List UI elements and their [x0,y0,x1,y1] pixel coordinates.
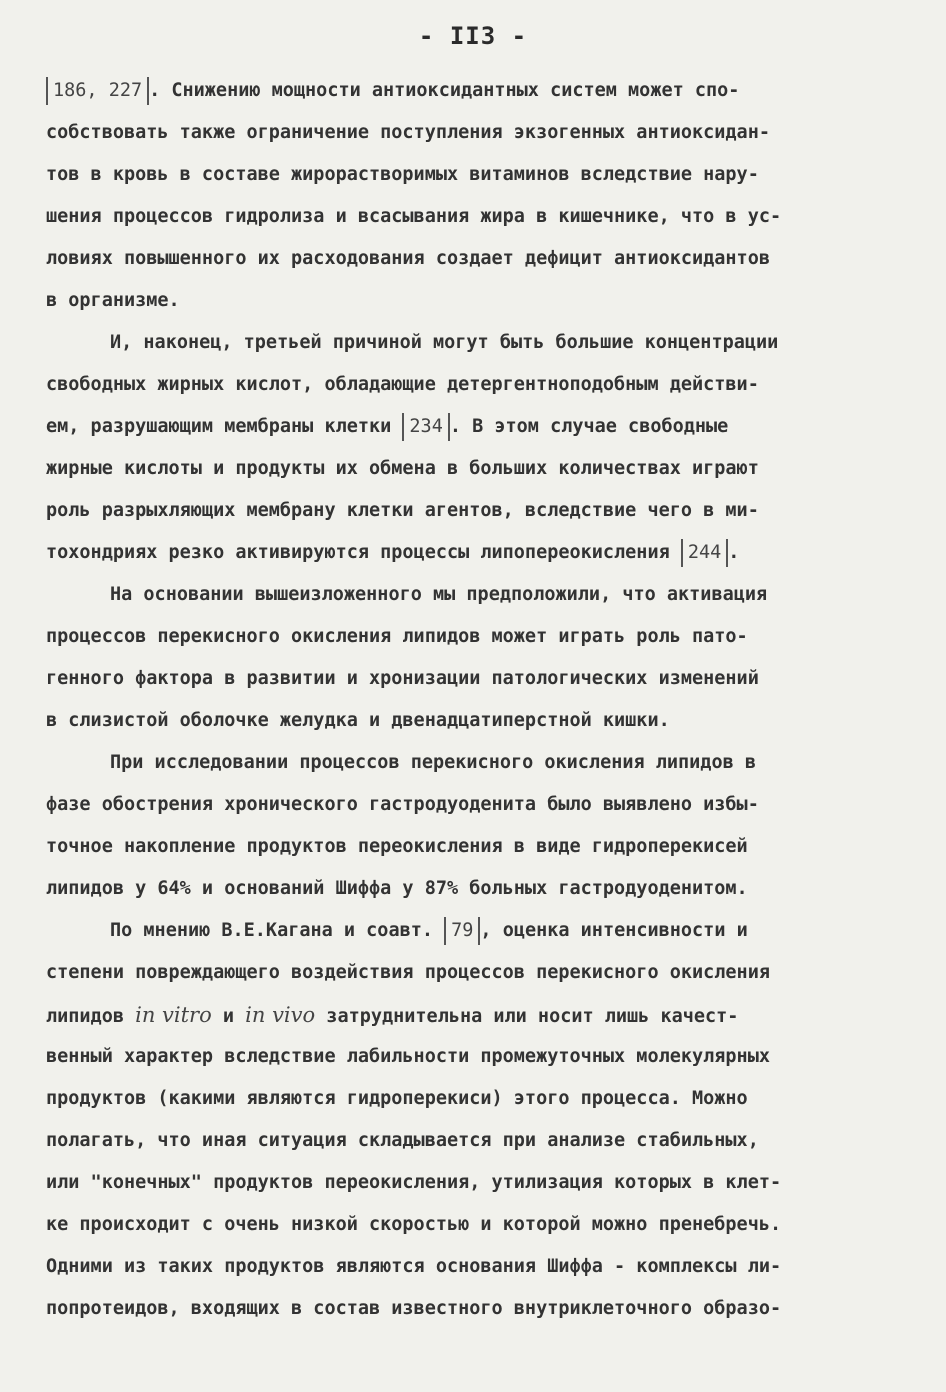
line-text: затруднительна или носит лишь качест- [315,1006,739,1027]
line-text: свободных жирных кислот, обладающие детергентноподобным действи- [46,374,759,395]
line-text: ке происходит с очень низкой скоростью и которой можно пренебречь. [46,1214,782,1235]
handwritten-term: in vitro [135,1003,212,1027]
handwritten-term: in vivo [245,1003,316,1027]
line-text: Одними из таких продуктов являются основания Шиффа - комплексы ли- [46,1256,782,1277]
text-line [46,112,896,154]
text-line [46,154,896,196]
line-text: попротеидов, входящих в состав известного внутриклеточного образо- [46,1298,782,1319]
text-line [46,406,896,448]
text-line [46,196,896,238]
line-text: . [728,542,740,563]
text-line [46,322,896,364]
line-text: ловиях повышенного их расходования создает дефицит антиоксидантов [46,248,770,269]
line-text: фазе обострения хронического гастродуоденита было выявлено избы- [46,794,759,815]
line-text: тов в кровь в составе жирорастворимых витаминов вследствие нару- [46,164,759,185]
citation-reference: 79 [444,917,480,945]
text-line [46,532,896,574]
line-text: По мнению В.Е.Кагана и соавт. [110,920,445,941]
text-line [46,616,896,658]
body-text [46,70,896,1330]
line-text: продуктов (какими являются гидроперекиси) этого процесса. Можно [46,1088,748,1109]
text-line [46,1120,896,1162]
text-line [46,1162,896,1204]
line-text: в организме. [46,290,180,311]
text-line [46,1204,896,1246]
line-text: При исследовании процессов перекисного окисления липидов в [110,752,757,773]
line-text: , оценка интенсивности и [480,920,748,941]
line-text: степени повреждающего воздействия процессов перекисного окисления [46,962,770,983]
line-text: процессов перекисного окисления липидов может играть роль пато- [46,626,748,647]
line-text: собствовать также ограничение поступления экзогенных антиоксидан- [46,122,770,143]
citation-reference: 244 [681,539,728,567]
line-text: венный характер вследствие лабильности промежуточных молекулярных [46,1046,770,1067]
line-text: жирные кислоты и продукты их обмена в больших количествах играют [46,458,759,479]
page-number: - II3 - [418,22,528,50]
text-line [46,868,896,910]
text-line [46,364,896,406]
line-text: липидов у 64% и оснований Шиффа у 87% больных гастродуоденитом. [46,878,748,899]
text-line [46,784,896,826]
text-line [46,1288,896,1330]
text-line [46,1036,896,1078]
line-text: или "конечных" продуктов переокисления, утилизация которых в клет- [46,1172,782,1193]
line-text: И, наконец, третьей причиной могут быть большие концентрации [110,332,779,353]
line-text: роль разрыхляющих мембрану клетки агентов, вследствие чего в ми- [46,500,759,521]
text-line [46,70,896,112]
text-line [46,910,896,952]
citation-reference: 186, 227 [46,77,149,105]
line-text: в слизистой оболочке желудка и двенадцатиперстной кишки. [46,710,670,731]
line-text: липидов [46,1006,136,1027]
line-text: . В этом случае свободные [449,416,729,437]
citation-reference: 234 [402,413,449,441]
line-text: . Снижению мощности антиоксидантных систем может спо- [149,80,740,101]
text-line [46,490,896,532]
text-line [46,952,896,994]
text-line [46,742,896,784]
line-text: полагать, что иная ситуация складывается при анализе стабильных, [46,1130,759,1151]
line-text: На основании вышеизложенного мы предположили, что активация [110,584,768,605]
text-line [46,658,896,700]
line-text: генного фактора в развитии и хронизации патологических изменений [46,668,759,689]
text-line [46,238,896,280]
text-line [46,1078,896,1120]
line-text: шения процессов гидролиза и всасывания жира в кишечнике, что в ус- [46,206,782,227]
text-line [46,448,896,490]
text-line [46,994,896,1036]
line-text: ем, разрушающим мембраны клетки [46,416,403,437]
line-text: тохондриях резко активируются процессы липопереокисления [46,542,681,563]
line-text: точное накопление продуктов переокисления в виде гидроперекисей [46,836,748,857]
line-text: и [211,1006,246,1027]
text-line [46,1246,896,1288]
text-line [46,826,896,868]
text-line [46,574,896,616]
text-line [46,280,896,322]
text-line [46,700,896,742]
